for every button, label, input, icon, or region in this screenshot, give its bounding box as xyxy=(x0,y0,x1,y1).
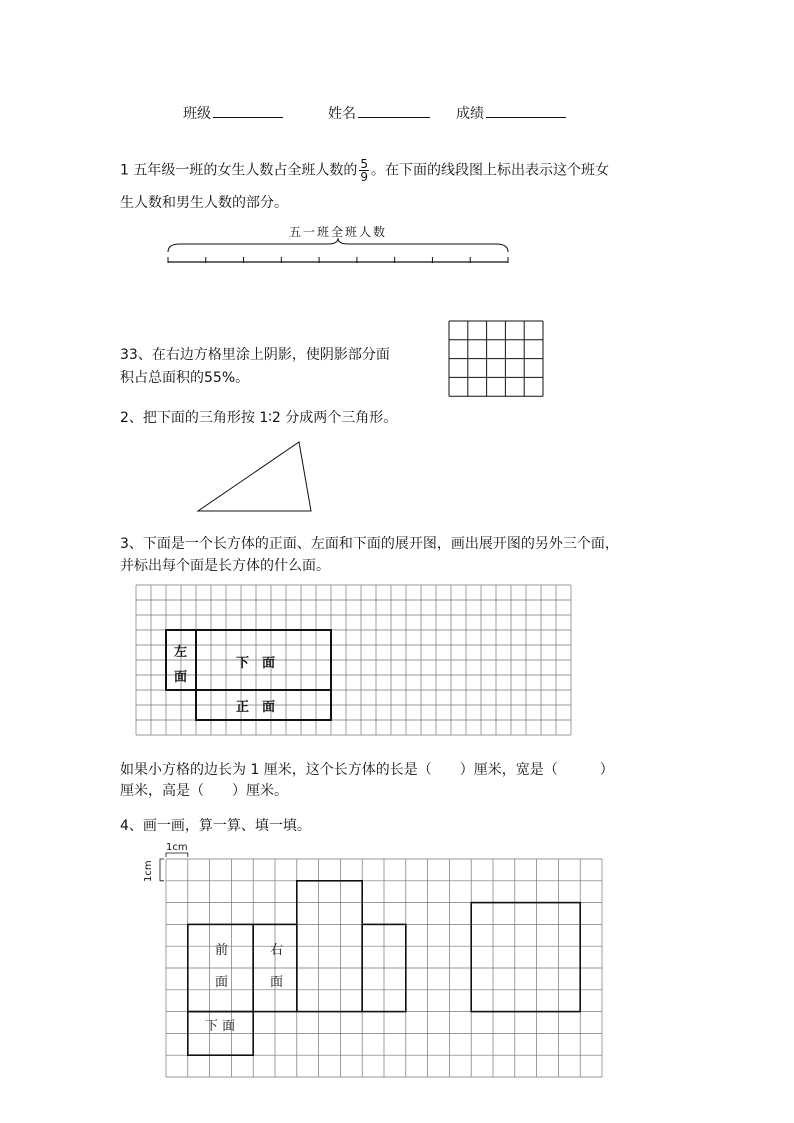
q3-face-bottom: 下 面 xyxy=(236,656,276,671)
q1-frac-num: 5 xyxy=(360,157,368,171)
q4-title: 4、画一画，算一算、填一填。 xyxy=(120,818,311,834)
q4-face-bottom: 下 面 xyxy=(205,1019,236,1034)
name-label: 姓名 xyxy=(328,106,356,122)
q3-fill2: 厘米，高是（ ）厘米。 xyxy=(120,783,288,799)
q4-face-front-1: 前 xyxy=(215,943,229,958)
q4-face-right-1: 右 xyxy=(270,943,284,958)
q3-line1: 3、下面是一个长方体的正面、左面和下面的展开图，画出展开图的另外三个面， xyxy=(120,536,619,552)
q3-line2: 并标出每个面是长方体的什么面。 xyxy=(120,558,330,574)
q2-text: 2、把下面的三角形按 1∶2 分成两个三角形。 xyxy=(120,410,398,426)
q4-unit-bracket-h xyxy=(166,853,188,857)
q3-fill1: 如果小方格的边长为 1 厘米，这个长方体的长是（ ）厘米，宽是（ ） xyxy=(120,762,614,778)
q4-unit-vertical: 1cm xyxy=(143,860,154,882)
q33-line1: 33、在右边方格里涂上阴影，使阴影部分面 xyxy=(120,347,390,363)
q4-face-right-2: 面 xyxy=(270,975,284,990)
q1-text-a: 1 五年级一班的女生人数占全班人数的 xyxy=(120,162,358,179)
q3-face-front: 正 面 xyxy=(236,700,276,715)
q4-unit-bracket-v xyxy=(160,859,164,881)
q3-face-left-2: 面 xyxy=(174,670,188,685)
q1-line2: 生人数和男生人数的部分。 xyxy=(120,195,288,211)
score-label: 成绩 xyxy=(456,106,484,122)
q33-line2: 积占总面积的55%。 xyxy=(120,370,250,386)
q3-face-left-1: 左 xyxy=(174,645,188,660)
q4-face-front-2: 面 xyxy=(215,975,229,990)
q4-square-box xyxy=(471,903,580,1012)
class-label: 班级 xyxy=(183,106,211,122)
q4-unit-horizontal: 1cm xyxy=(166,842,188,853)
q1-frac-den: 9 xyxy=(360,170,368,184)
q1-text-b: 。在下面的线段图上标出表示这个班女 xyxy=(371,162,609,179)
q1-segment-label: 五一班全班人数 xyxy=(289,225,388,239)
